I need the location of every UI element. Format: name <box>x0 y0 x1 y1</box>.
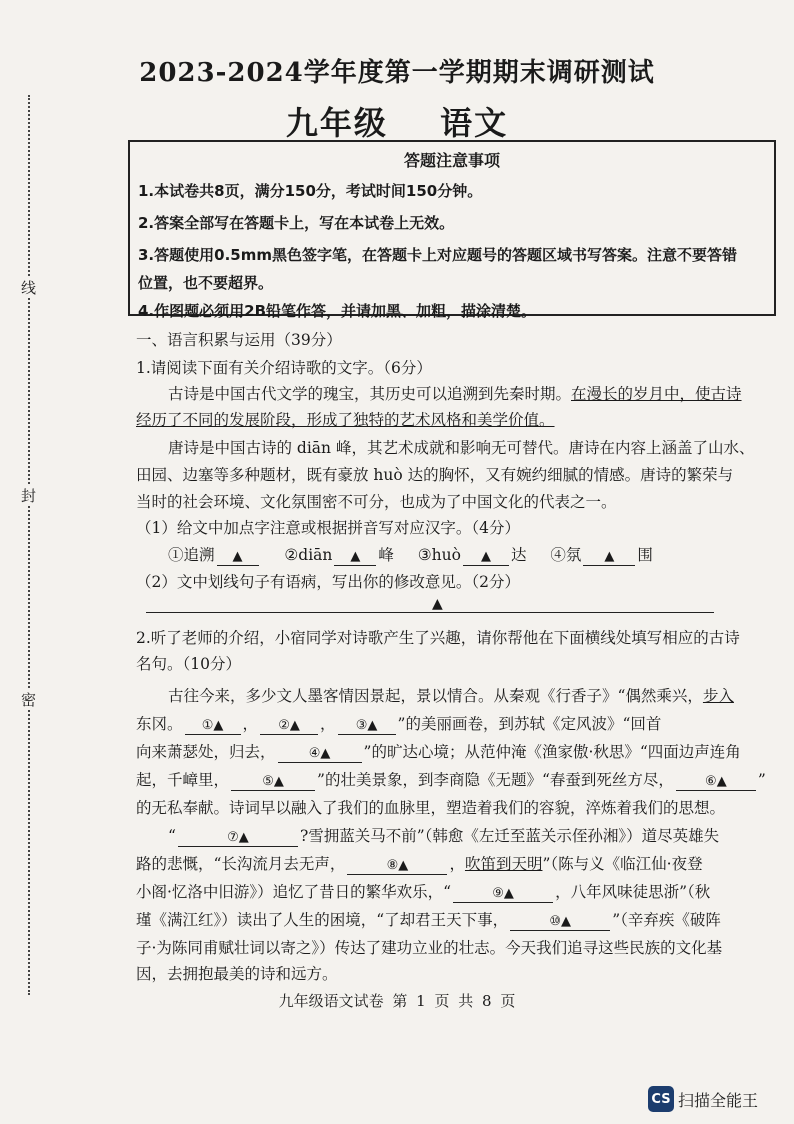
q2-passage-line3: 向来萧瑟处，归去， ④▲ ”的旷达心境；从范仲淹《渔家傲·秋思》“四面边声连角 <box>136 743 741 761</box>
q1-sub1-options: ①追溯 ▲ ②diān ▲ 峰 ③huò ▲ 达 ④氛 ▲ 围 <box>168 546 653 564</box>
margin-label-xian: 线 <box>21 279 37 297</box>
poem-blank-1[interactable]: ①▲ <box>185 718 241 735</box>
q2-prompt-line2: 名句。（10分） <box>136 655 241 673</box>
exam-subtitle <box>0 98 794 144</box>
q1-sub1-prompt: （1）给文中加点字注意或根据拼音写对应汉字。（4分） <box>136 519 520 537</box>
page-footer: 九年级语文试卷 第 1 页 共 8 页 <box>278 992 516 1010</box>
margin-label-feng: 封 <box>21 487 37 505</box>
subject-label: 语文 <box>440 104 509 142</box>
notice-item-1: 1.本试卷共8页，满分150分，考试时间150分钟。 <box>138 182 483 200</box>
answer-blank-1[interactable]: ▲ <box>217 549 259 566</box>
notice-box <box>128 140 776 320</box>
poem-blank-3[interactable]: ③▲ <box>338 718 396 735</box>
q2-passage-line1: 古往今来，多少文人墨客情因景起，景以情合。从秦观《行香子》“偶然乘兴，步入 <box>168 687 734 705</box>
margin-label-mi: 密 <box>21 691 37 709</box>
q2-passage-line2: 东冈。 ①▲ ， ②▲ ， ③▲ ”的美丽画卷，到苏轼《定风波》“回首 <box>136 715 662 733</box>
section-heading: 一、语言积累与运用（39分） <box>136 331 342 349</box>
poem-blank-2[interactable]: ②▲ <box>260 718 318 735</box>
underlined-sentence: 在漫长的岁月中，使古诗 <box>571 385 742 403</box>
q2-passage-line5: 的无私奉献。诗词早以融入了我们的血脉里，塑造着我们的容貌，淬炼着我们的思想。 <box>136 799 726 817</box>
answer-blank-3[interactable]: ▲ <box>463 549 509 566</box>
answer-line[interactable] <box>146 612 714 613</box>
q2-passage-line6: “ ⑦▲ ?雪拥蓝关马不前”（韩愈《左迁至蓝关示侄孙湘》）道尽英雄失 <box>168 827 720 845</box>
poem-blank-4[interactable]: ④▲ <box>278 746 362 763</box>
q1-sub2-prompt: （2）文中划线句子有语病，写出你的修改意见。（2分） <box>136 573 520 591</box>
notice-item-3: 3.答题使用0.5mm黑色签字笔，在答题卡上对应题号的答题区域书写答案。注意不要答错 <box>138 246 737 264</box>
q2-passage-line7: 路的悲慨，“长沟流月去无声， ⑧▲ ，吹笛到天明”（陈与义《临江仙·夜登 <box>136 855 703 873</box>
poem-blank-10[interactable]: ⑩▲ <box>510 914 610 931</box>
q2-passage-line10: 子·为陈同甫赋壮词以寄之》）传达了建功立业的壮志。今天我们追寻这些民族的文化基 <box>136 939 723 957</box>
scanner-watermark <box>648 1086 758 1112</box>
q2-passage-line11: 因，去拥抱最美的诗和远方。 <box>136 965 338 983</box>
poem-blank-8[interactable]: ⑧▲ <box>347 858 447 875</box>
exam-title: 2023-2024学年度第一学期期末调研测试 <box>139 58 655 88</box>
q1-paragraph1-line2 <box>136 410 555 430</box>
answer-line-marker: ▲ <box>432 596 443 612</box>
poem-blank-9[interactable]: ⑨▲ <box>453 886 553 903</box>
notice-item-3-cont: 位置，也不要超界。 <box>138 274 274 292</box>
q2-passage-line8: 小阁·忆洛中旧游》）追忆了昔日的繁华欢乐，“ ⑨▲ ，八年风味徒思浙”（秋 <box>136 883 711 901</box>
binding-margin-dotted-line <box>28 95 30 995</box>
grade-label: 九年级 <box>285 104 388 142</box>
q1-paragraph2-line3: 当时的社会环境、文化氛围密不可分，也成为了中国文化的代表之一。 <box>136 493 617 511</box>
camscanner-icon: CS <box>648 1086 674 1112</box>
q1-paragraph1-line1: 古诗是中国古代文学的瑰宝，其历史可以追溯到先秦时期。在漫长的岁月中，使古诗 <box>168 385 742 403</box>
watermark-text: 扫描全能王 <box>678 1090 759 1110</box>
poem-blank-7[interactable]: ⑦▲ <box>178 830 298 847</box>
answer-blank-2[interactable]: ▲ <box>334 549 376 566</box>
notice-title: 答题注意事项 <box>403 151 500 170</box>
notice-item-4: 4.作图题必须用2B铅笔作答，并请加黑、加粗，描涂清楚。 <box>138 302 537 320</box>
answer-blank-4[interactable]: ▲ <box>583 549 635 566</box>
q1-paragraph2-line2: 田园、边塞等多种题材，既有豪放 huò 达的胸怀，又有婉约细腻的情感。唐诗的繁荣与 <box>136 466 734 484</box>
notice-item-2: 2.答案全部写在答题卡上，写在本试卷上无效。 <box>138 214 455 232</box>
q2-prompt-line1: 2.听了老师的介绍，小宿同学对诗歌产生了兴趣，请你帮他在下面横线处填写相应的古诗 <box>136 629 740 647</box>
poem-blank-6[interactable]: ⑥▲ <box>676 774 756 791</box>
poem-blank-5[interactable]: ⑤▲ <box>231 774 315 791</box>
q2-passage-line4: 起，千嶂里， ⑤▲ ”的壮美景象，到李商隐《无题》“春蚕到死丝方尽， ⑥▲ ” <box>136 771 766 789</box>
q1-paragraph2-line1: 唐诗是中国古诗的 diān 峰，其艺术成就和影响无可替代。唐诗在内容上涵盖了山水、 <box>168 439 755 457</box>
q2-passage-line9: 瑾《满江红》）读出了人生的困境，“了却君王天下事， ⑩▲ ”（辛弃疾《破阵 <box>136 911 721 929</box>
q1-prompt: 1.请阅读下面有关介绍诗歌的文字。（6分） <box>136 359 432 377</box>
underlined-sentence-cont: 经历了不同的发展阶段，形成了独特的艺术风格和美学价值。 <box>136 411 555 429</box>
